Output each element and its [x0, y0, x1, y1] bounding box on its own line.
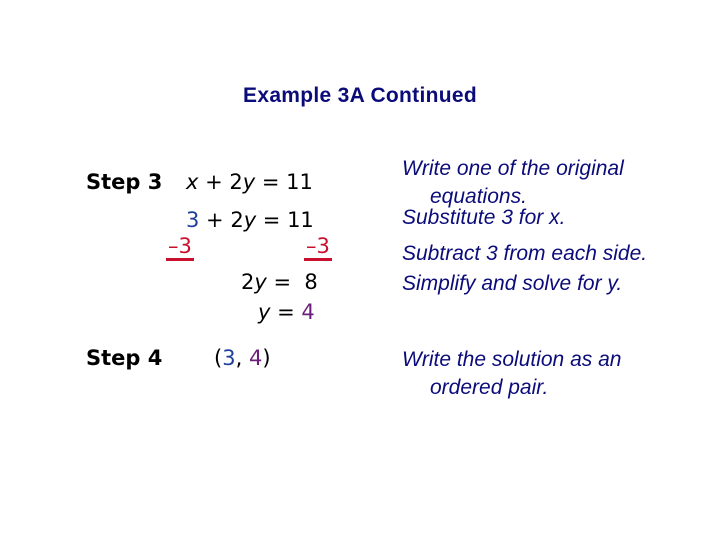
eq3-rhs: = 8: [266, 270, 318, 294]
eq4-equals: =: [270, 300, 302, 324]
eq1-plus-2: + 2: [198, 170, 243, 194]
ordered-pair: [214, 346, 271, 370]
equation-original: [186, 170, 313, 194]
note-subtract: Subtract 3 from each side.: [402, 242, 648, 265]
note-write-original-line1: Write one of the original: [402, 157, 624, 180]
eq1-rhs: = 11: [255, 170, 313, 194]
note-simplify: Simplify and solve for y.: [402, 272, 623, 295]
note-write-original-line2: equations.: [430, 185, 527, 208]
note-solution-line2: ordered pair.: [430, 376, 549, 399]
eq2-rhs: = 11: [256, 208, 314, 232]
equation-simplified: [241, 270, 318, 294]
pair-x: 3: [222, 346, 236, 370]
eq1-var-x: x: [186, 170, 199, 194]
eq2-plus-2: + 2: [199, 208, 244, 232]
step4-label: Step 4: [86, 346, 163, 370]
note-substitute: Substitute 3 for x.: [402, 206, 566, 229]
pair-y: 4: [248, 346, 263, 370]
eq4-value: 4: [301, 300, 315, 324]
eq2-var-y: y: [243, 208, 257, 232]
equation-substituted: [186, 208, 314, 232]
eq3-coef: 2: [241, 270, 255, 294]
pair-open: (: [214, 346, 223, 370]
pair-close: ): [262, 346, 271, 370]
pair-comma: ,: [235, 346, 249, 370]
equation-solution: [258, 300, 315, 324]
subtract-right: –3: [304, 234, 332, 261]
note-solution-line1: Write the solution as an: [402, 348, 622, 371]
subtract-left: –3: [166, 234, 194, 261]
step3-label: Step 3: [86, 170, 163, 194]
eq1-var-y: y: [242, 170, 256, 194]
note-write-original: [402, 155, 624, 211]
eq4-var-y: y: [258, 300, 271, 324]
note-solution: [402, 346, 621, 402]
eq2-substituted-3: 3: [186, 208, 200, 232]
page-title: Example 3A Continued: [243, 84, 477, 107]
eq3-var-y: y: [254, 270, 267, 294]
